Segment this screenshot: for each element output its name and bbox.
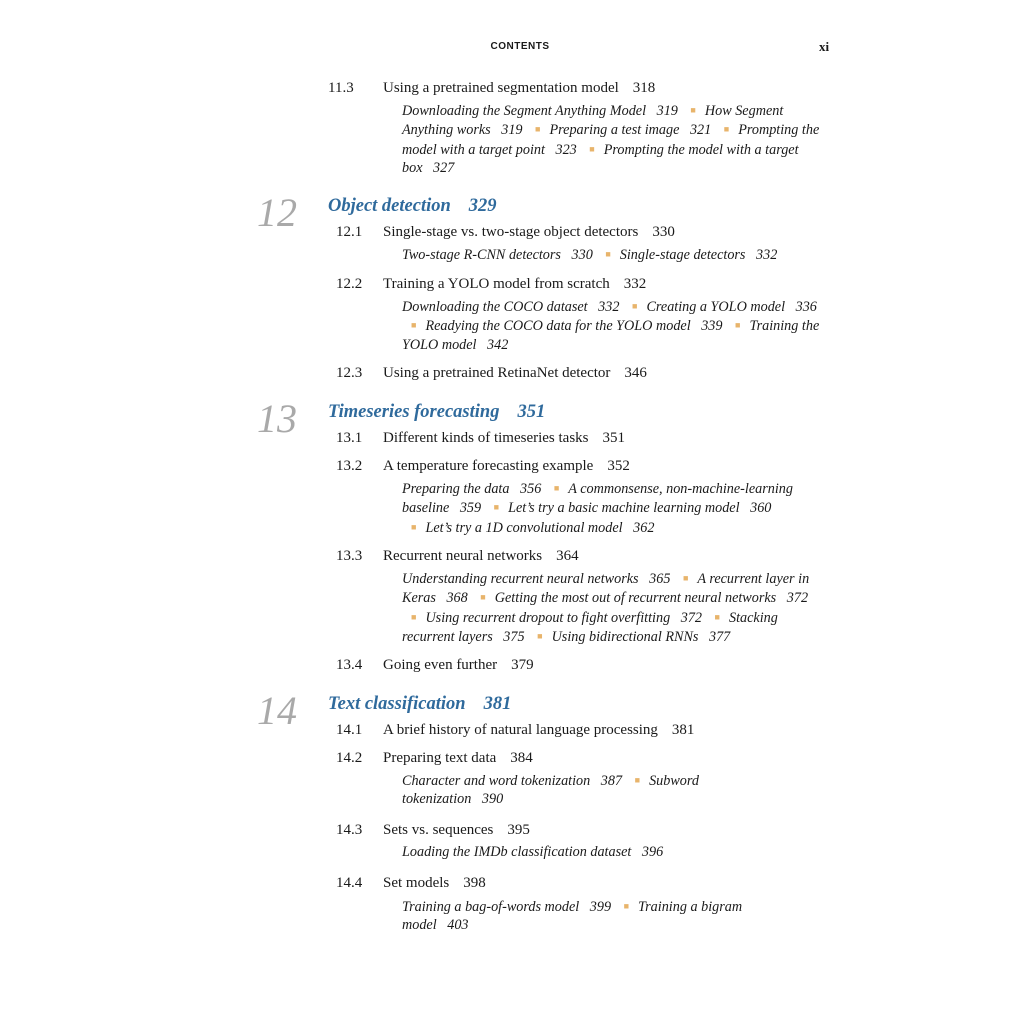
subsection-page: 327 — [433, 160, 455, 177]
subsection-title: Creating a YOLO model — [646, 299, 786, 315]
subsection-title: Let’s try a 1D convolutional model — [425, 519, 623, 536]
section-page: 398 — [463, 875, 486, 891]
subsection-page: 390 — [481, 791, 504, 808]
subsection-entry[interactable] — [402, 247, 593, 263]
subsection-title: Using recurrent dropout to fight overfitting — [425, 609, 671, 626]
subsection-page: 321 — [689, 122, 712, 139]
page-number: xi — [819, 39, 830, 54]
subsection-title: Getting the most out of recurrent neural networks — [494, 590, 777, 607]
subsection-page: 365 — [649, 571, 671, 587]
bullet-separator: ■ — [714, 611, 720, 622]
subsection-title: Using bidirectional RNNs — [551, 629, 699, 646]
section-title: Using a pretrained RetinaNet detector 346 — [383, 365, 647, 381]
bullet-separator: ■ — [723, 124, 730, 135]
section-title: A temperature forecasting example 352 — [383, 458, 630, 474]
bullet-separator: ■ — [682, 573, 689, 583]
subsection-title: Training a bigram model — [402, 899, 743, 934]
subsection-page: 356 — [520, 481, 542, 497]
bullet-separator: ■ — [537, 631, 543, 642]
subsection-list — [402, 843, 822, 861]
chapter-title[interactable]: Text classification 381 — [328, 694, 512, 714]
section-number: 14.4 — [336, 875, 363, 891]
subsection-page: 342 — [487, 336, 509, 353]
section-title: Using a pretrained segmentation model 318 — [383, 80, 656, 96]
subsection-entry[interactable] — [646, 299, 816, 315]
subsection-page: 399 — [589, 899, 612, 915]
subsection-page: 332 — [598, 299, 620, 315]
subsection-title: Downloading the COCO dataset — [402, 299, 588, 315]
bullet-separator: ■ — [634, 775, 641, 785]
bullet-separator: ■ — [735, 320, 741, 331]
chapter-page: 329 — [468, 196, 497, 216]
subsection-title: Understanding recurrent neural networks — [402, 571, 639, 587]
chapter-number: 12 — [257, 190, 297, 235]
subsection-list — [402, 569, 822, 647]
subsection-entry[interactable] — [508, 500, 771, 516]
subsection-title: Training the YOLO model — [402, 318, 820, 353]
subsection-entry[interactable] — [425, 318, 722, 334]
subsection-page: 319 — [501, 122, 523, 139]
bullet-separator: ■ — [623, 901, 630, 911]
subsection-title: Stacking recurrent layers — [402, 609, 778, 646]
subsection-entry[interactable] — [549, 122, 711, 138]
section-number: 12.2 — [336, 276, 363, 292]
subsection-page: 387 — [600, 773, 623, 789]
subsection-page: 375 — [503, 629, 525, 646]
subsection-title: Prompting the model with a target box — [402, 141, 799, 177]
subsection-page: 359 — [459, 500, 482, 517]
subsection-list — [402, 479, 822, 537]
subsection-title: Let’s try a basic machine learning model — [508, 500, 740, 517]
subsection-title: Training a bag-of-words model — [402, 899, 580, 915]
subsection-title: Two-stage R-CNN detectors — [402, 247, 561, 263]
subsection-list — [402, 297, 822, 354]
subsection-entry[interactable] — [425, 520, 654, 536]
section-page: 379 — [511, 657, 534, 673]
subsection-title: Downloading the Segment Anything Model — [402, 103, 647, 119]
section-page: 346 — [624, 365, 647, 381]
subsection-entry[interactable] — [552, 629, 731, 645]
section-page: 384 — [510, 750, 533, 766]
bullet-separator: ■ — [632, 301, 638, 311]
section-number: 13.2 — [336, 458, 363, 474]
running-head: CONTENTS — [490, 41, 550, 52]
section-number: 13.4 — [336, 657, 363, 673]
subsection-entry[interactable] — [402, 299, 619, 315]
subsection-page: 403 — [447, 917, 469, 934]
section-page: 364 — [556, 548, 579, 564]
section-page: 395 — [507, 822, 530, 838]
chapter-page: 381 — [483, 694, 512, 714]
subsection-entry[interactable] — [620, 247, 778, 263]
section-page: 332 — [623, 276, 647, 292]
bullet-separator: ■ — [605, 249, 611, 259]
section-page: 352 — [607, 458, 630, 474]
section-page: 351 — [602, 430, 626, 446]
section-title: Going even further 379 — [383, 657, 534, 673]
section-title: Recurrent neural networks 364 — [383, 548, 579, 564]
bullet-separator: ■ — [411, 521, 417, 532]
section-title: Single-stage vs. two-stage object detectors 330 — [383, 224, 675, 240]
subsection-title: Subword tokenization — [402, 773, 699, 808]
subsection-page: 372 — [786, 590, 809, 607]
chapter-title[interactable]: Timeseries forecasting 351 — [328, 402, 546, 422]
subsection-title: Single-stage detectors — [619, 247, 746, 263]
subsection-title: Prompting the model with a target point — [402, 122, 820, 158]
section-number: 11.3 — [328, 80, 354, 96]
bullet-separator: ■ — [493, 502, 500, 513]
section-page: 381 — [671, 722, 695, 738]
section-number: 13.3 — [336, 548, 363, 564]
subsection-title: Loading the IMDb classification dataset — [402, 844, 632, 860]
subsection-entry[interactable] — [402, 571, 670, 587]
bullet-separator: ■ — [411, 320, 417, 331]
section-title: Training a YOLO model from scratch 332 — [383, 276, 647, 292]
subsection-page: 332 — [756, 247, 778, 263]
bullet-separator: ■ — [553, 483, 560, 493]
subsection-list — [402, 245, 822, 264]
subsection-page: 372 — [680, 609, 702, 626]
chapter-page: 351 — [517, 402, 546, 422]
subsection-entry[interactable] — [402, 103, 678, 119]
subsection-page: 362 — [633, 519, 655, 536]
section-number: 14.2 — [336, 750, 363, 766]
section-title: Set models 398 — [383, 875, 486, 891]
section-title: Sets vs. sequences 395 — [383, 822, 530, 838]
section-number: 12.3 — [336, 365, 363, 381]
section-number: 13.1 — [336, 430, 363, 446]
subsection-entry[interactable] — [402, 844, 663, 860]
subsection-entry[interactable] — [402, 899, 611, 915]
subsection-list — [402, 897, 762, 935]
subsection-title: Preparing a test image — [549, 122, 680, 139]
bullet-separator: ■ — [690, 105, 696, 115]
subsection-title: Preparing the data — [402, 481, 510, 497]
subsection-title: Character and word tokenization — [402, 773, 591, 789]
bullet-separator: ■ — [535, 124, 541, 135]
subsection-title: Readying the COCO data for the YOLO model — [425, 318, 691, 335]
subsection-entry[interactable] — [495, 590, 808, 606]
section-number: 14.3 — [336, 822, 363, 838]
section-title: A brief history of natural language processing 381 — [383, 722, 695, 738]
section-number: 12.1 — [336, 224, 363, 240]
section-number: 14.1 — [336, 722, 363, 738]
subsection-list — [402, 771, 712, 809]
bullet-separator: ■ — [480, 592, 486, 603]
subsection-list — [402, 101, 822, 178]
section-title: Preparing text data 384 — [383, 750, 533, 766]
subsection-entry[interactable] — [402, 481, 541, 497]
section-page: 330 — [652, 224, 675, 240]
subsection-page: 368 — [446, 590, 468, 607]
subsection-entry[interactable] — [425, 610, 702, 626]
bullet-separator: ■ — [589, 143, 595, 154]
subsection-title: How Segment Anything works — [402, 103, 784, 139]
section-page: 318 — [632, 80, 656, 96]
subsection-page: 396 — [641, 844, 664, 860]
subsection-title: A commonsense, non-machine-learning baseline — [402, 481, 793, 517]
subsection-page: 377 — [708, 629, 731, 646]
subsection-page: 360 — [750, 500, 772, 517]
chapter-number: 14 — [257, 688, 297, 733]
subsection-title: A recurrent layer in Keras — [402, 571, 810, 607]
subsection-page: 336 — [795, 299, 817, 315]
chapter-title[interactable]: Object detection 329 — [328, 196, 497, 216]
subsection-entry[interactable] — [402, 773, 622, 789]
subsection-page: 319 — [656, 103, 678, 119]
subsection-page: 339 — [701, 318, 723, 335]
bullet-separator: ■ — [411, 611, 417, 622]
chapter-number: 13 — [257, 396, 297, 441]
section-title: Different kinds of timeseries tasks 351 — [383, 430, 626, 446]
subsection-page: 330 — [571, 247, 593, 263]
subsection-page: 323 — [555, 141, 577, 158]
